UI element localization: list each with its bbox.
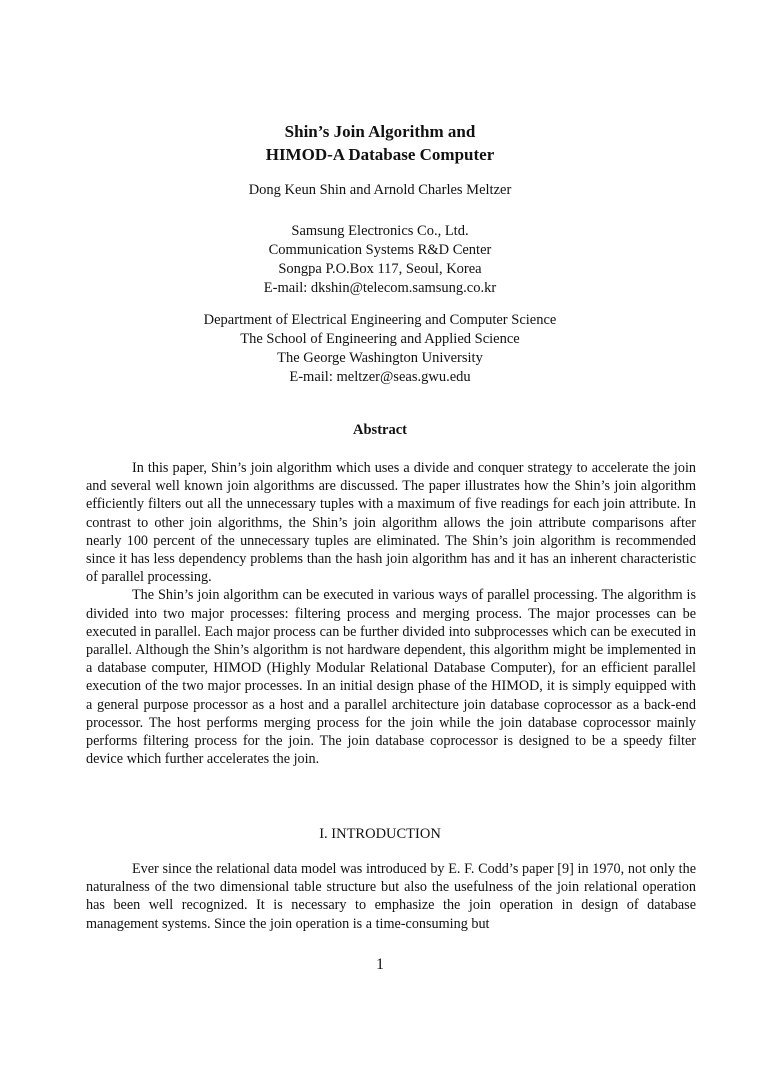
affiliation-1-line-3: Songpa P.O.Box 117, Seoul, Korea (278, 261, 482, 277)
affiliation-gwu (0, 311, 760, 387)
abstract-heading: Abstract (353, 422, 407, 438)
introduction-paragraph-1: Ever since the relational data model was introduced by E. F. Codd’s paper [9] in 1970, not only the naturalness of the two dimensional table structure but also the usefulness of the join relational operation has been well recognized. It is necessary to emphasize the join operation in design of database management systems. Since the join operation is a time-consuming but (86, 861, 696, 932)
affiliation-2-line-2: The School of Engineering and Applied Science (240, 331, 520, 347)
author-names: Dong Keun Shin and Arnold Charles Meltzer (248, 182, 512, 198)
introduction-body (86, 860, 696, 933)
affiliation-2-email: E-mail: meltzer@seas.gwu.edu (289, 369, 471, 385)
affiliation-1-line-1: Samsung Electronics Co., Ltd. (291, 223, 469, 239)
title-line-1: Shin’s Join Algorithm and (284, 122, 476, 141)
abstract-paragraph-1: In this paper, Shin’s join algorithm which uses a divide and conquer strategy to accelerate the join and several well known join algorithms are discussed. The paper illustrates how the Shin’s join algorithm efficiently filters out all the unnecessary tuples with a maximum of five readings for each join attribute. In contrast to other join algorithms, the Shin’s join algorithm allows the join attribute comparisons after nearly 100 percent of the unnecessary tuples are eliminated. The Shin’s join algorithm is recommended since it has less dependency problems than the hash join algorithm has and it has an inherent characteristic of parallel processing. (86, 460, 696, 586)
affiliation-2-line-1: Department of Electrical Engineering and Computer Science (203, 312, 557, 328)
introduction-heading: I. INTRODUCTION (319, 826, 441, 842)
title-line-2: HIMOD-A Database Computer (265, 145, 495, 164)
paper-title (0, 120, 760, 166)
affiliation-1-email: E-mail: dkshin@telecom.samsung.co.kr (263, 280, 497, 296)
affiliation-1-line-2: Communication Systems R&D Center (268, 242, 492, 258)
page-number: 1 (376, 956, 384, 973)
affiliation-samsung (0, 222, 760, 298)
abstract-paragraph-2: The Shin’s join algorithm can be executed in various ways of parallel processing. The algorithm is divided into two major processes: filtering process and merging process. The major processes can be executed in parallel. Each major process can be further divided into subprocesses which can be executed in parallel. Although the Shin’s algorithm is not hardware dependent, this algorithm might be implemented in a database computer, HIMOD (Highly Modular Relational Database Computer), for an efficient parallel execution of the two major processes. In an initial design phase of the HIMOD, it is simply equipped with a general purpose processor as a host and a parallel architecture join database coprocessor as a back-end processor. The host performs merging process for the join while the join database coprocessor mainly performs filtering process for the join. The join database coprocessor is designed to be a speedy filter device which further accelerates the join. (86, 587, 696, 768)
affiliation-2-line-3: The George Washington University (277, 350, 483, 366)
abstract-body (86, 459, 696, 768)
